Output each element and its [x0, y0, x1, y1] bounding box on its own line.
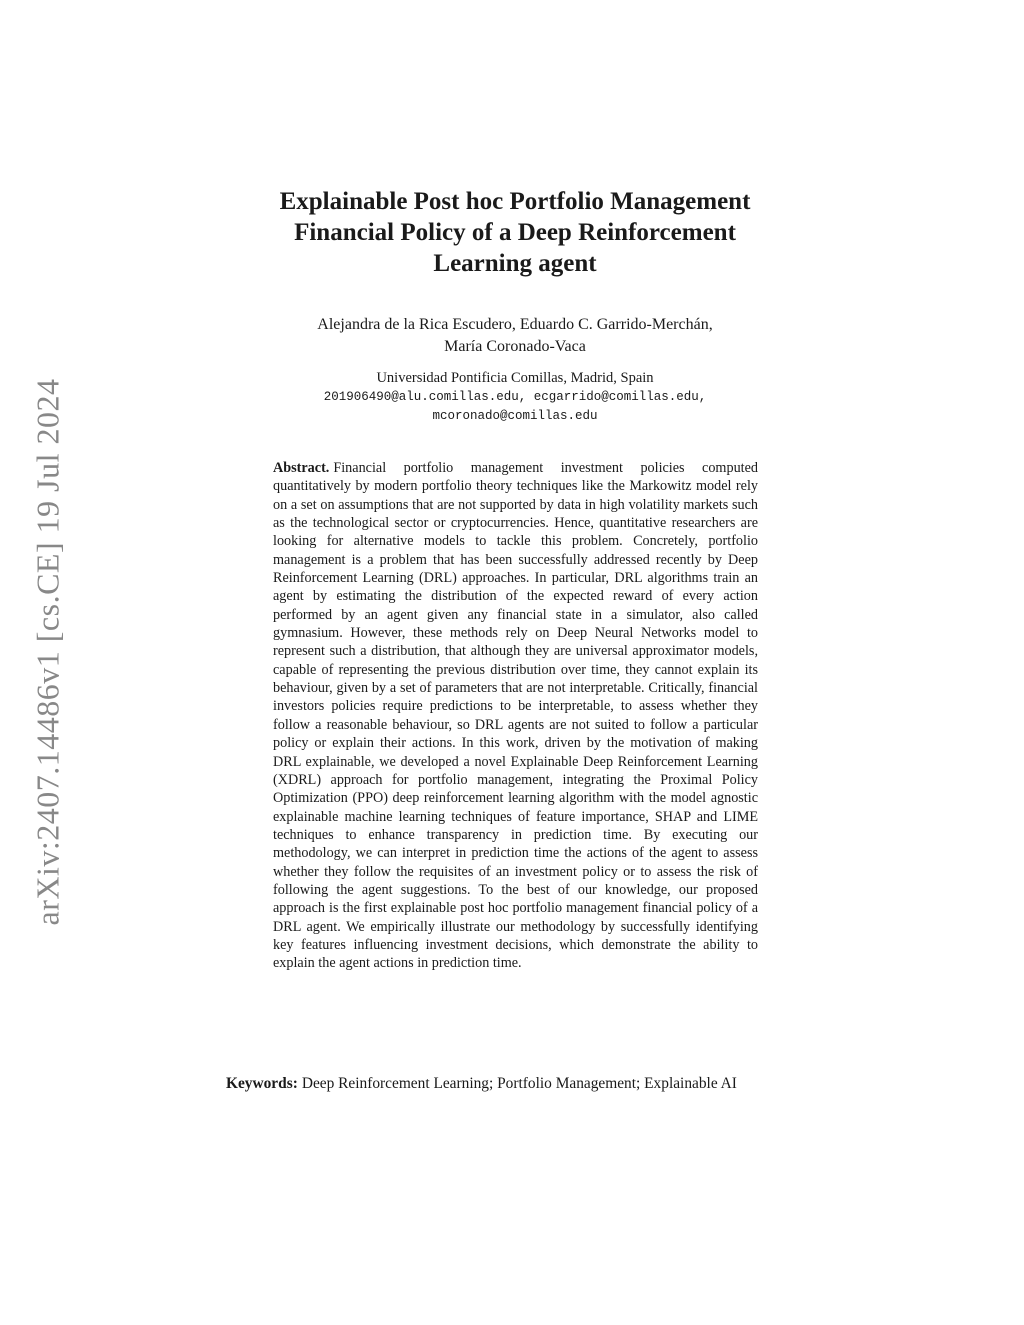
author-line: Alejandra de la Rica Escudero, Eduardo C. Garrido-Merchán, [317, 316, 713, 333]
keywords-text: Deep Reinforcement Learning; Portfolio Management; Explainable AI [301, 1075, 737, 1092]
abstract-label: Abstract. [273, 460, 330, 476]
paper-title [230, 186, 800, 279]
email-line: 201906490@alu.comillas.edu, ecgarrido@comillas.edu, [323, 390, 707, 404]
title-line: Explainable Post hoc Portfolio Management [279, 188, 751, 215]
author-line: María Coronado-Vaca [444, 338, 586, 355]
abstract [273, 459, 758, 973]
arxiv-identifier: arXiv:2407.14486v1 [cs.CE] 19 Jul 2024 [29, 378, 66, 926]
institution: Universidad Pontificia Comillas, Madrid, Spain [376, 370, 654, 386]
email-line: mcoronado@comillas.edu [432, 409, 598, 423]
keywords [226, 1074, 806, 1094]
keywords-label: Keywords: [226, 1075, 298, 1092]
author-list [230, 314, 800, 358]
abstract-text: Financial portfolio management investment policies computed quantitatively by modern portfolio theory techniques like the Markowitz model rely on a set on assumptions that are not supported by data in high volatility markets such as the technological sector or cryptocurrencies. Hence, quantitative researchers are looking for alternative models to tackle this problem. Concretely, portfolio management is a problem that has been successfully addressed recently by Deep Reinforcement Learning (DRL) approaches. In particular, DRL algorithms train an agent by estimating the distribution of the expected reward of every action performed by an agent given any financial state in a simulator, also called gymnasium. However, these methods rely on Deep Neural Networks model to represent such a distribution, that although they are universal approximator models, capable of representing the previous distribution over time, they cannot explain its behaviour, given by a set of parameters that are not interpretable. Critically, financial investors policies require predictions to be interpretable, to assess whether they follow a reasonable behaviour, so DRL agents are not suited to follow a particular policy or explain their actions. In this work, driven by the motivation of making DRL explainable, we developed a novel Explainable Deep Reinforcement Learning (XDRL) approach for portfolio management, integrating the Proximal Policy Optimization (PPO) deep reinforcement learning algorithm with the model agnostic explainable machine learning techniques of feature importance, SHAP and LIME techniques to enhance transparency in prediction time. By executing our methodology, we can interpret in prediction time the actions of the agent to assess whether they follow the requisites of an investment policy or to assess the risk of following the agent suggestions. To the best of our knowledge, our proposed approach is the first explainable post hoc portfolio management financial policy of a DRL agent. We empirically illustrate our methodology by successfully identifying key features influencing investment decisions, which demonstrate the ability to explain the agent actions in prediction time. [273, 460, 758, 972]
affiliation-block [230, 369, 800, 426]
title-line: Learning agent [433, 250, 597, 277]
title-line: Financial Policy of a Deep Reinforcement [294, 219, 736, 246]
